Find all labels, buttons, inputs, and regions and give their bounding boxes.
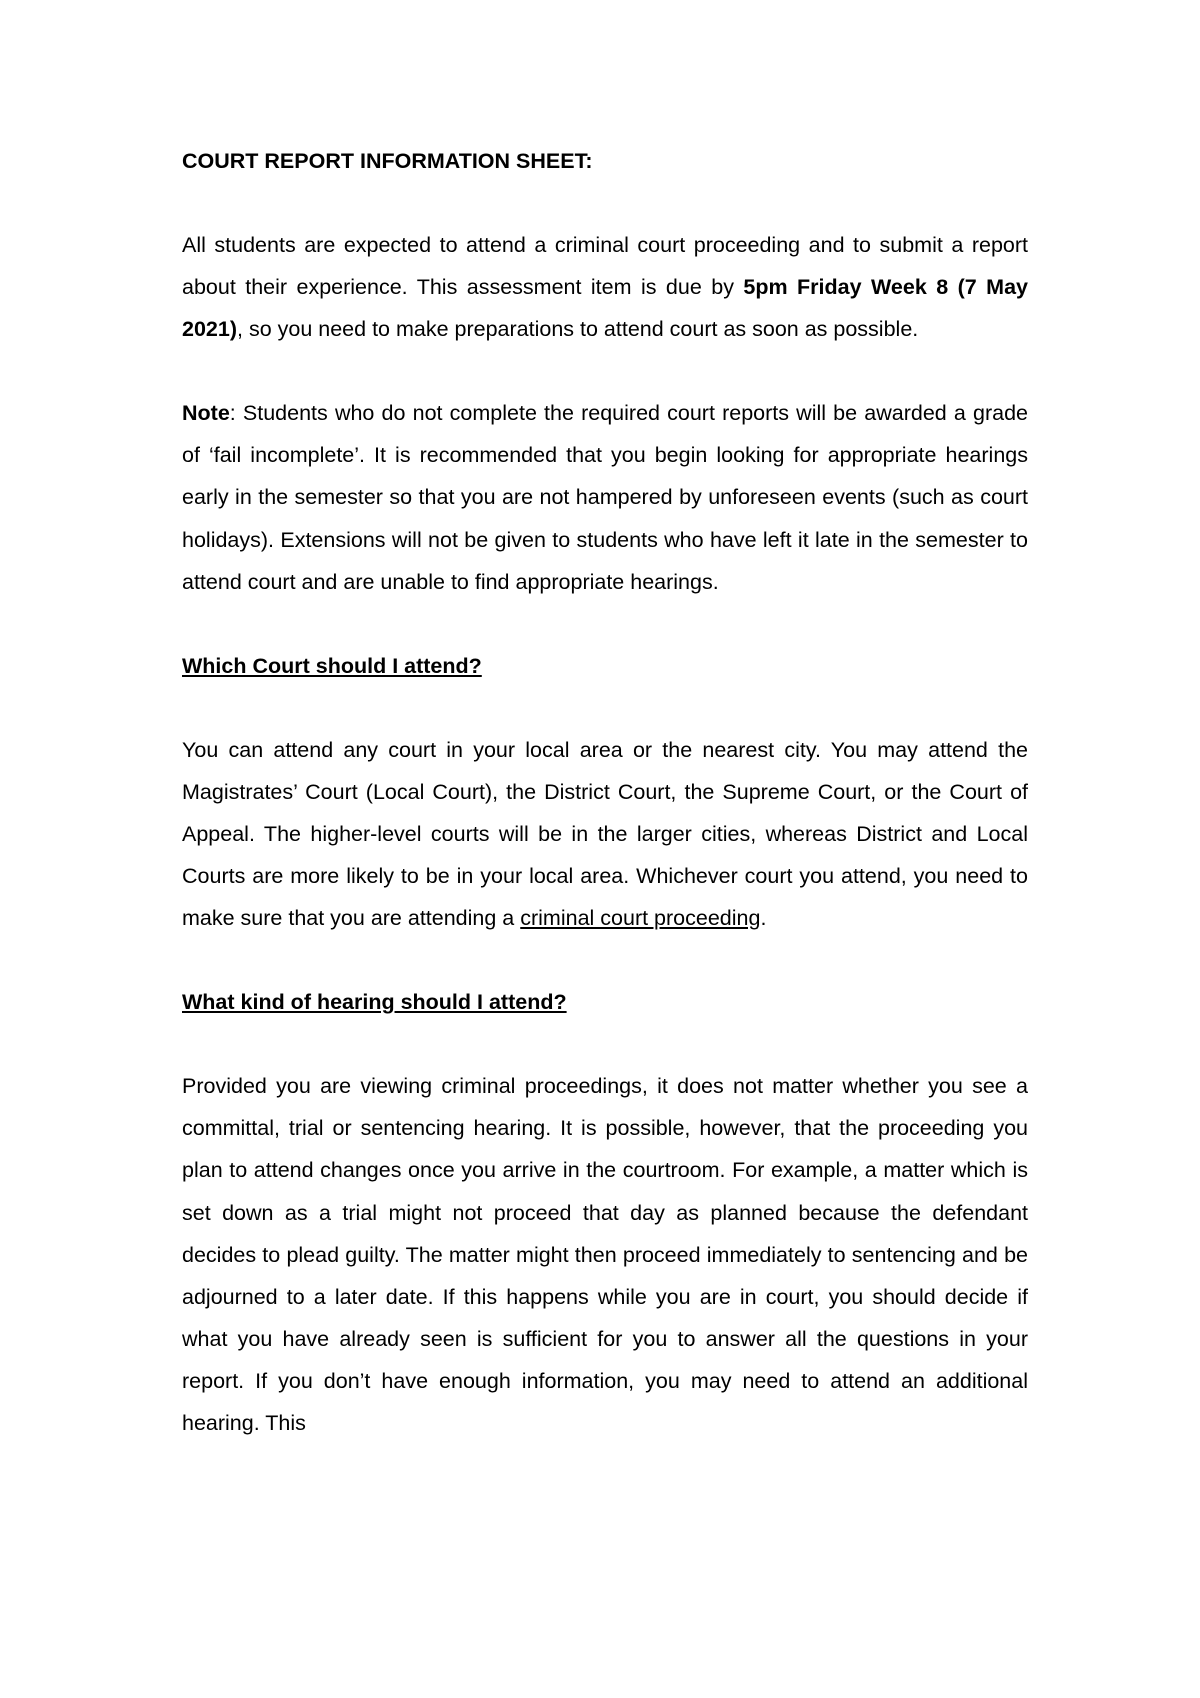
note-label: Note [182, 401, 230, 426]
spacer [182, 687, 1028, 729]
deadline-text: 5pm Friday Week 8 (7 May 2021) [182, 275, 1028, 342]
which-court-text-1: You can attend any court in your local area or the nearest city. You may attend the Magistrates’ Court (Local Court), the District Court, the Supreme Court, or the Court of Appeal. The higher-level courts will be in the larger cities, whereas District and Local Courts are more likely to be in your local area. Whichever court you attend, you need to make sure that you are attending a [182, 737, 1028, 931]
which-court-text-2: . [760, 906, 767, 931]
criminal-proceeding-emphasis: criminal court proceeding [520, 906, 761, 931]
which-court-paragraph [182, 729, 1028, 939]
spacer [182, 1023, 1028, 1065]
spacer [182, 350, 1028, 392]
section-heading-which-court: Which Court should I attend? [182, 653, 482, 678]
document-title: COURT REPORT INFORMATION SHEET: [182, 149, 593, 173]
document-page [182, 140, 1028, 1444]
hearing-kind-paragraph: Provided you are viewing criminal proceedings, it does not matter whether you see a committal, trial or sentencing hearing. It is possible, however, that the proceeding you plan to attend changes once you arrive in the courtroom. For example, a matter which is set down as a trial might not proceed that day as planned because the defendant decides to plead guilty. The matter might then proceed immediately to sentencing and be adjourned to a later date. If this happens while you are in court, you should decide if what you have already seen is sufficient for you to answer all the questions in your report. If you don’t have enough information, you may need to attend an additional hearing. This [182, 1074, 1028, 1435]
intro-paragraph [182, 224, 1028, 350]
spacer [182, 182, 1028, 224]
intro-text-1: All students are expected to attend a criminal court proceeding and to submit a report about their experience. This assessment item is due by [182, 233, 1028, 300]
note-paragraph [182, 392, 1028, 602]
intro-text-2: , so you need to make preparations to attend court as soon as possible. [237, 317, 919, 342]
note-text: : Students who do not complete the required court reports will be awarded a grade of ‘fail incomplete’. It is recommended that you begin looking for appropriate hearings early in the semester so that you are not hampered by unforeseen events (such as court holidays). Extensions will not be given to students who have left it late in the semester to attend court and are unable to find appropriate hearings. [182, 401, 1028, 594]
section-heading-hearing-kind: What kind of hearing should I attend? [182, 990, 567, 1015]
spacer [182, 603, 1028, 645]
spacer [182, 939, 1028, 981]
